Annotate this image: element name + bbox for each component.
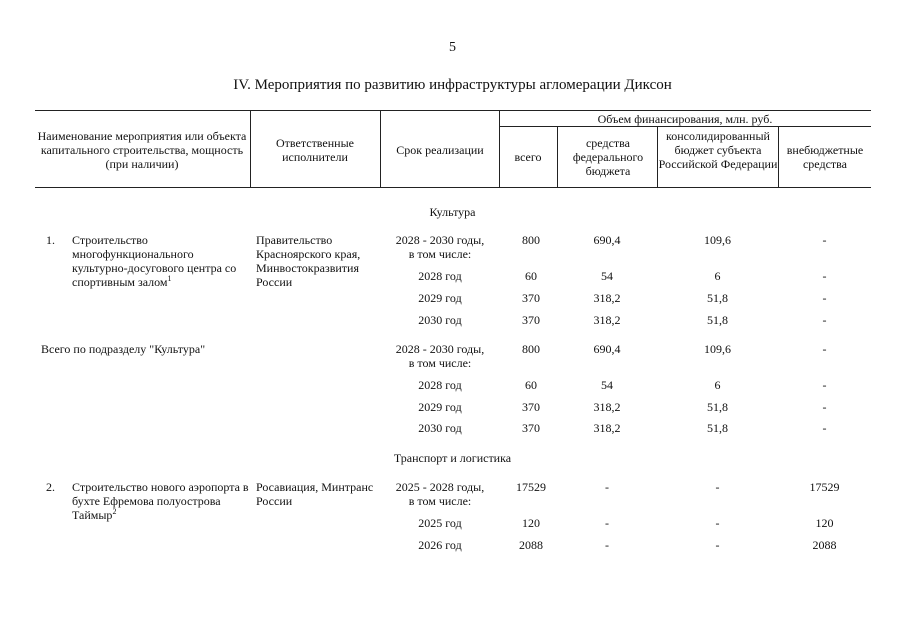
row-period: 2028 год	[418, 269, 462, 283]
row-regional: 6	[714, 378, 721, 392]
row-extra: -	[822, 291, 827, 305]
row-total: 2088	[519, 538, 543, 552]
row-regional: 51,8	[707, 400, 728, 414]
row-regional: 6	[714, 269, 721, 283]
subtotal-label: Всего по подразделу "Культура"	[41, 342, 206, 356]
row-number: 1.	[46, 233, 55, 247]
row-period: 2030 год	[418, 313, 462, 327]
section-heading-transport: Транспорт и логистика	[393, 451, 512, 465]
row-federal: 318,2	[593, 400, 621, 414]
row-name-text: Строительство многофункционального культурно-досугового центра со спортивным залом	[72, 233, 237, 289]
row-total: 370	[522, 400, 540, 414]
row-period: 2028 год	[418, 378, 462, 392]
row-federal: 318,2	[593, 421, 621, 435]
header-funding-group: Объем финансирования, млн. руб.	[597, 112, 773, 126]
row-regional: 109,6	[704, 233, 731, 247]
footnote-marker: 1	[167, 274, 172, 283]
col-divider	[380, 110, 381, 187]
header-name: Наименование мероприятия или объекта капитального строительства, мощность (при наличии)	[37, 129, 247, 171]
row-name	[72, 480, 252, 522]
row-period: 2026 год	[418, 538, 462, 552]
row-total: 800	[522, 233, 540, 247]
row-period: 2025 - 2028 годы,	[395, 480, 485, 494]
row-period-sub: в том числе:	[408, 356, 472, 370]
row-period: 2030 год	[418, 421, 462, 435]
row-federal: -	[605, 480, 609, 494]
col-divider	[557, 126, 558, 187]
row-extra: -	[822, 269, 827, 283]
row-regional: 51,8	[707, 421, 728, 435]
row-responsible: Росавиация, Минтранс России	[256, 480, 374, 508]
header-federal: средства федерального бюджета	[572, 136, 644, 178]
row-period-sub: в том числе:	[408, 247, 472, 261]
col-divider	[778, 126, 779, 187]
row-name-text: Строительство нового аэропорта в бухте Ефремова полуострова Таймыр	[72, 480, 249, 522]
row-regional: -	[715, 516, 720, 530]
row-federal: 318,2	[593, 313, 621, 327]
row-period: 2029 год	[418, 400, 462, 414]
row-total: 370	[522, 421, 540, 435]
row-regional: -	[715, 480, 720, 494]
row-extra: 17529	[809, 480, 840, 494]
row-regional: 51,8	[707, 291, 728, 305]
row-total: 60	[525, 269, 537, 283]
row-total: 120	[522, 516, 540, 530]
section-heading-culture: Культура	[429, 205, 476, 219]
row-period: 2028 - 2030 годы,	[395, 233, 485, 247]
footnote-marker: 2	[112, 507, 117, 516]
row-number: 2.	[46, 480, 55, 494]
header-total: всего	[514, 150, 542, 164]
row-extra: -	[822, 400, 827, 414]
row-extra: 120	[815, 516, 834, 530]
row-name	[72, 233, 252, 289]
row-extra: -	[822, 233, 827, 247]
row-federal: -	[605, 516, 609, 530]
row-regional: 51,8	[707, 313, 728, 327]
row-federal: -	[605, 538, 609, 552]
row-extra: -	[822, 378, 827, 392]
page-number: 5	[449, 40, 456, 55]
row-federal: 54	[601, 378, 613, 392]
header-group-rule	[499, 126, 871, 127]
row-regional: 109,6	[704, 342, 731, 356]
header-responsible: Ответственные исполнители	[276, 136, 354, 164]
row-total: 800	[522, 342, 540, 356]
header-period: Срок реализации	[396, 143, 484, 157]
row-total: 17529	[516, 480, 546, 494]
row-federal: 690,4	[593, 342, 621, 356]
row-total: 370	[522, 291, 540, 305]
row-period: 2029 год	[418, 291, 462, 305]
page-title: IV. Мероприятия по развитию инфраструктуры агломерации Диксон	[233, 77, 672, 93]
row-extra: -	[822, 421, 827, 435]
row-regional: -	[715, 538, 720, 552]
row-extra: -	[822, 313, 827, 327]
header-bottom-rule	[35, 187, 871, 188]
row-extra: 2088	[812, 538, 837, 552]
row-total: 370	[522, 313, 540, 327]
row-federal: 318,2	[593, 291, 621, 305]
col-divider	[250, 110, 251, 187]
row-period: 2025 год	[418, 516, 462, 530]
row-federal: 690,4	[593, 233, 621, 247]
header-extrabudget: внебюджетные средства	[786, 143, 864, 171]
header-top-rule	[35, 110, 871, 111]
row-extra: -	[822, 342, 827, 356]
header-regional: консолидированный бюджет субъекта Российской Федерации	[658, 129, 778, 171]
row-responsible: Правительство Красноярского края, Минвостокразвития России	[256, 233, 361, 289]
row-period-sub: в том числе:	[408, 494, 472, 508]
row-period: 2028 - 2030 годы,	[395, 342, 485, 356]
row-federal: 54	[601, 269, 613, 283]
row-total: 60	[525, 378, 537, 392]
